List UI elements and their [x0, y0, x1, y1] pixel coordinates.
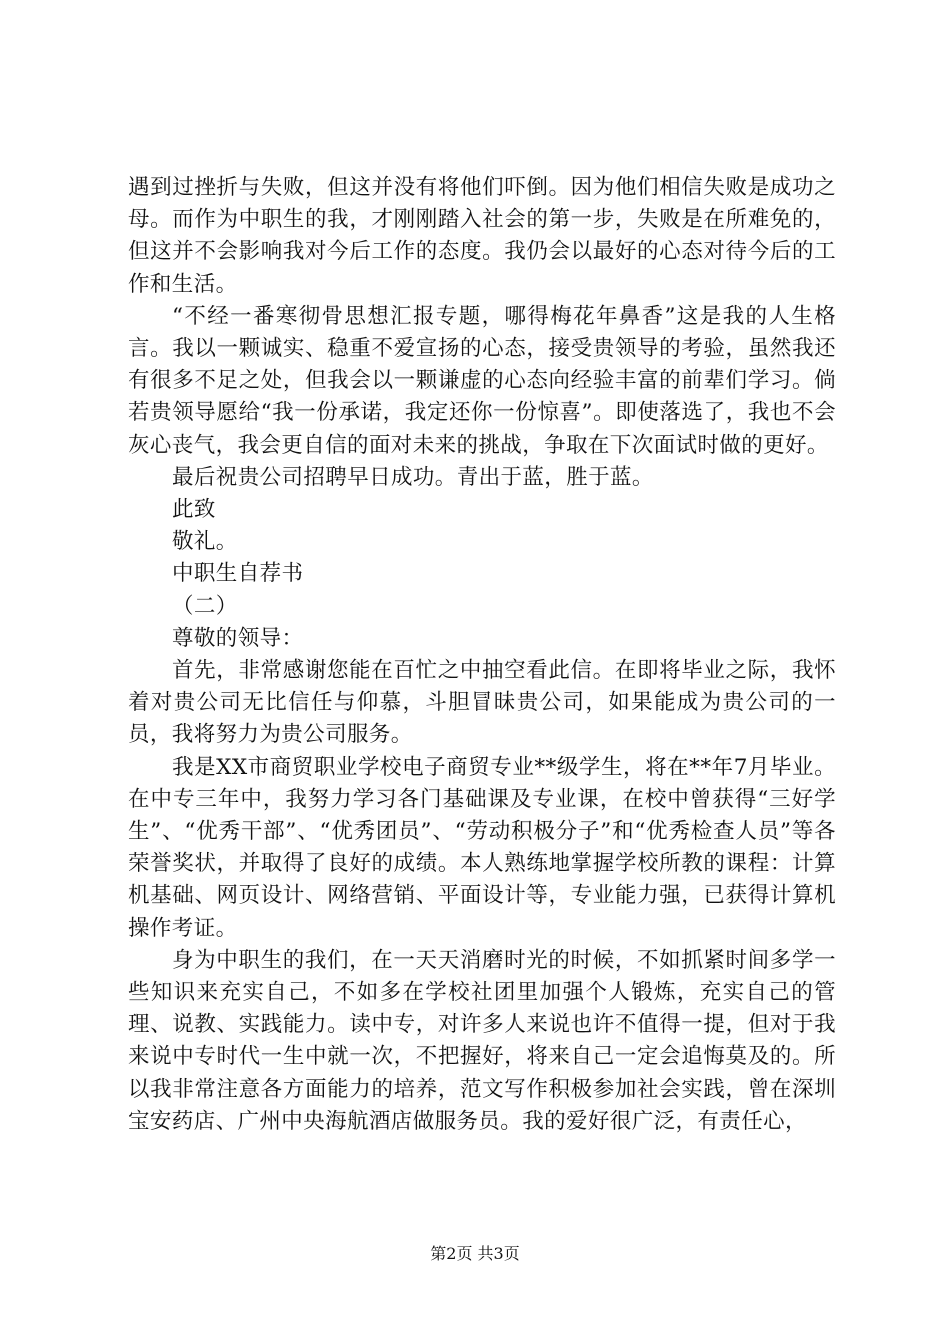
- page-number-label: 第2页 共3页: [430, 1244, 520, 1263]
- greeting: 尊敬的领导：: [172, 625, 304, 651]
- paragraph-2: “不经一番寒彻骨思想汇报专题，哪得梅花年鼻香”这是我的人生格言。我以一颗诚实、稳重不爱宣扬的心态，接受贵领导的考验，虽然我还有很多不足之处，但我会以一颗谦虚的心态向经验丰富的前辈们学习。倘若贵领导愿给“我一份承诺，我定还你一份惊喜”。即使落选了，我也不会灰心丧气，我会更自信的面对未来的挑战，争取在下次面试时做的更好。: [128, 303, 836, 458]
- paragraph-9: 首先，非常感谢您能在百忙之中抽空看此信。在即将毕业之际，我怀着对贵公司无比信任与仰慕，斗胆冒昧贵公司，如果能成为贵公司的一员，我将努力为贵公司服务。: [128, 658, 836, 748]
- section-number: （二）: [172, 593, 238, 619]
- closing-salutation: 此致: [172, 497, 216, 523]
- paragraph-3: 最后祝贵公司招聘早日成功。青出于蓝，胜于蓝。: [172, 464, 654, 490]
- section-title: 中职生自荐书: [172, 561, 304, 587]
- page-footer: [0, 1244, 950, 1264]
- closing-regards: 敬礼。: [172, 529, 238, 555]
- document-body: [128, 172, 836, 1138]
- paragraph-1: 遇到过挫折与失败，但这并没有将他们吓倒。因为他们相信失败是成功之母。而作为中职生的我，才刚刚踏入社会的第一步，失败是在所难免的，但这并不会影响我对今后工作的态度。我仍会以最好的心态对待今后的工作和生活。: [128, 175, 836, 297]
- paragraph-10: 我是XX市商贸职业学校电子商贸专业**级学生，将在**年7月毕业。在中专三年中，我努力学习各门基础课及专业课，在校中曾获得“三好学生”、“优秀干部”、“优秀团员”、“劳动积极分子”和“优秀检查人员”等各荣誉奖状，并取得了良好的成绩。本人熟练地掌握学校所教的课程：计算机基础、网页设计、网络营销、平面设计等，专业能力强，已获得计算机操作考证。: [128, 754, 836, 941]
- paragraph-11: 身为中职生的我们，在一天天消磨时光的时候，不如抓紧时间多学一些知识来充实自己，不如多在学校社团里加强个人锻炼，充实自己的管理、说教、实践能力。读中专，对许多人来说也许不值得一提，但对于我来说中专时代一生中就一次，不把握好，将来自己一定会追悔莫及的。所以我非常注意各方面能力的培养，范文写作积极参加社会实践，曾在深圳宝安药店、广州中央海航酒店做服务员。我的爱好很广泛，有责任心，: [128, 947, 836, 1134]
